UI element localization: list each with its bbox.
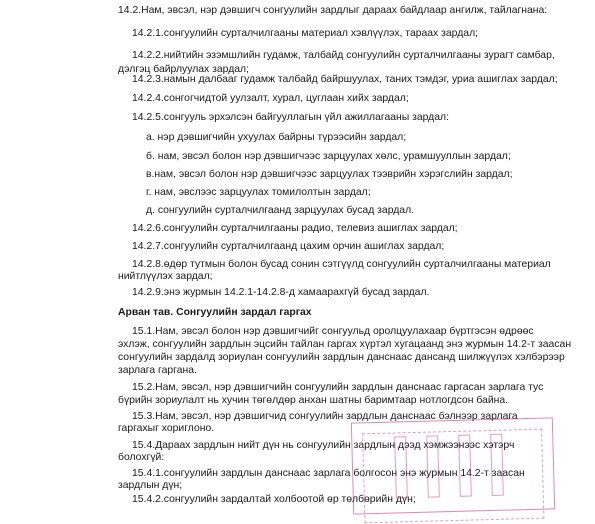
text-line: гаргахыг хориглоно. xyxy=(118,423,215,434)
text-line: в.нам, эвсэл болон нэр дэвшигчээс зарцуулах тээврийн хэрэгслийн зардал; xyxy=(146,169,513,180)
text-line: сонгуулийн зардалд зориулан сонгуулийн зардлын данснаас дансанд шилжүүлэх хэлбэрээр xyxy=(118,352,565,363)
text-line: дэлгэц байрлуулах зардал; xyxy=(118,64,249,75)
text-line: 15.4.2.сонгуулийн зардалтай холбоотой өр төлбөрийн дүн; xyxy=(132,494,416,505)
text-line: зарлага гаргана. xyxy=(118,365,197,376)
text-line: 15.4.1.сонгуулийн зардлын данснаас зарлага болгосон энэ журмын 14.2-т заасан xyxy=(132,468,525,479)
text-line: б. нам, эвсэл болон нэр дэвшигчээс зарцуулах хөлс, урамшууллын зардал; xyxy=(146,151,511,162)
text-line: 14.2.8.өдөр тутмын болон бусад сонин сэтгүүлд сонгуулийн сурталчилгааны материал xyxy=(132,259,551,270)
text-line: бүрийн зориулалт нь хучин төгөлдөр анхан шатны баримтаар нотлогдсон байна. xyxy=(118,395,509,406)
section-heading: Арван тав. Сонгуулийн зардал гаргах xyxy=(118,307,312,318)
text-line: болохгүй: xyxy=(118,452,165,463)
text-line: 15.3.Нам, эвсэл, нэр дэвшигчид сонгуулийн зардлын данснаас бэлнээр зарлага xyxy=(132,411,518,422)
text-line: 14.2.4.сонгогчидтой уулзалт, хурал, цуглаан хийх зардал; xyxy=(132,93,409,104)
text-line: г. нам, эвслээс зарцуулах томилолтын зардал; xyxy=(146,187,371,198)
text-line: а. нэр дэвшигчийн ухуулах байрны түрээсийн зардал; xyxy=(146,132,407,143)
text-line: нийтлүүлэх зардал; xyxy=(118,271,213,282)
text-line: 14.2.5.сонгууль эрхэлсэн байгууллагын үйл ажиллагааны зардал: xyxy=(132,112,449,123)
text-line: эхлэж, сонгуулийн зардлын эцсийн тайлан гаргах хүртэл хугацаанд энэ журмын 14.2-т заасан xyxy=(118,339,572,350)
text-line: 14.2.6.сонгуулийн сурталчилгааны радио, телевиз ашиглах зардал; xyxy=(132,223,458,234)
text-line: зардлын дүн; xyxy=(118,480,183,491)
text-line: 14.2.2.нийтийн эзэмшлийн гудамж, талбайд сонгуулийн сурталчилгааны зурагт самбар, xyxy=(132,50,555,61)
text-line: 14.2.7.сонгуулийн сурталчилгаанд цахим орчин ашиглах зардал; xyxy=(132,241,445,252)
text-line: 14.2.3.намын далбааг гудамж талбайд байршуулах, таних тэмдэг, уриа ашиглах зардал; xyxy=(132,74,558,85)
text-line: 14.2.Нам, эвсэл, нэр дэвшигч сонгуулийн зардлыг дараах байдлаар ангилж, тайлагнана: xyxy=(118,5,548,16)
text-line: д. сонгуулийн сурталчилгаанд зарцуулах бусад зардал. xyxy=(146,205,415,216)
text-line: 15.2.Нам, эвсэл, нэр дэвшигчийн сонгуулийн зардлын данснаас гаргасан зарлага тус xyxy=(132,382,544,393)
text-line: 15.1.Нам, эвсэл болон нэр дэвшигчийг сонгуульд оролцуулахаар бүртгэсэн өдрөөс xyxy=(132,326,534,337)
text-line: 15.4.Дараах зардлын нийт дүн нь сонгуулийн зардлын дээд хэмжээнээс хэтэрч xyxy=(132,440,515,451)
text-line: 14.2.9.энэ журмын 14.2.1-14.2.8-д хамаарахгүй бусад зардал. xyxy=(132,287,430,298)
text-line: 14.2.1.сонгуулийн сурталчилгааны материал хэвлүүлэх, тараах зардал; xyxy=(132,28,479,39)
